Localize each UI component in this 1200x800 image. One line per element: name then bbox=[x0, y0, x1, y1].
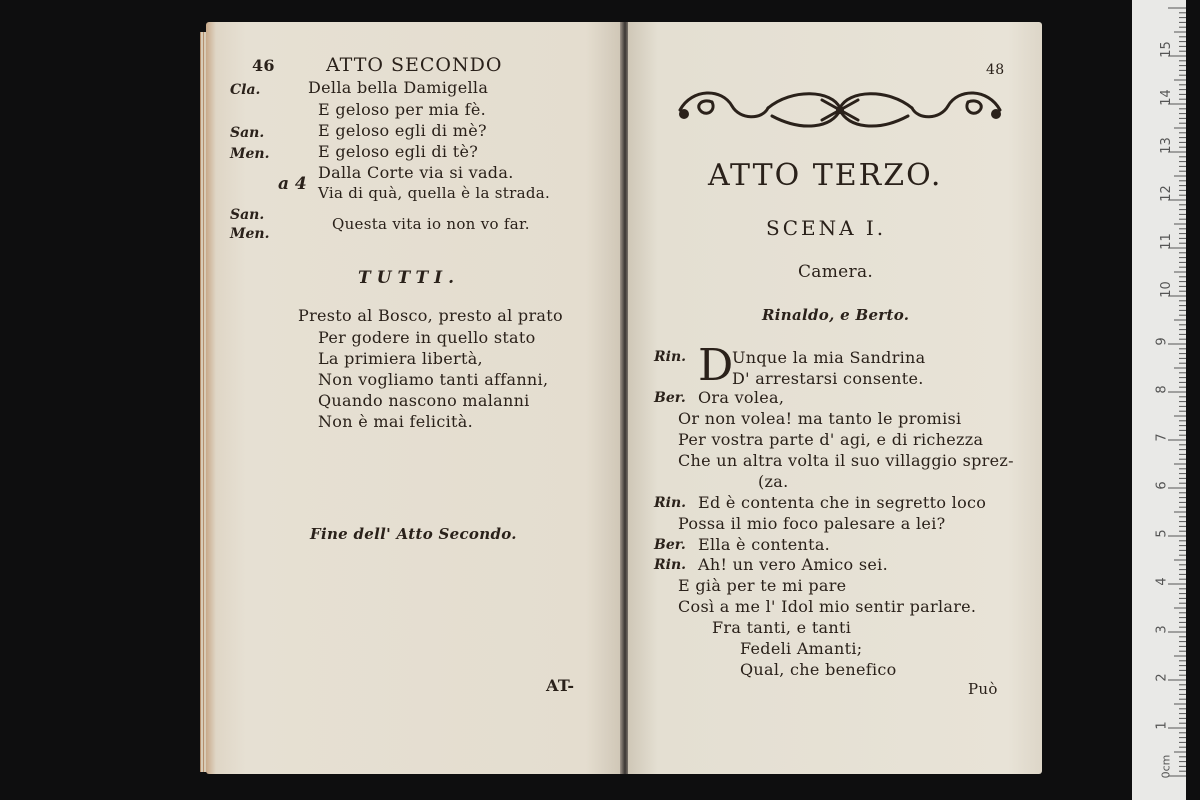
text-line: Per vostra parte d' agi, e di richezza bbox=[678, 430, 984, 449]
text-line: Qual, che benefico bbox=[740, 660, 897, 679]
act-end-note: Fine dell' Atto Secondo. bbox=[310, 525, 517, 543]
ruler-label: 12 bbox=[1158, 185, 1174, 202]
text-line: Che un altra volta il suo villaggio sprez- bbox=[678, 451, 1014, 470]
ruler-label: 10 bbox=[1158, 281, 1174, 298]
speaker-label: Rin. bbox=[654, 557, 687, 573]
verse-line: Quando nascono malanni bbox=[318, 391, 530, 410]
ruler-label: 5 bbox=[1154, 529, 1170, 538]
speaker-label: San. bbox=[230, 125, 265, 141]
scene-characters: Rinaldo, e Berto. bbox=[762, 306, 910, 324]
text-line: Della bella Damigella bbox=[308, 78, 489, 97]
text-line: Ora volea, bbox=[698, 388, 785, 407]
ruler-label: 6 bbox=[1154, 481, 1170, 490]
open-book bbox=[196, 22, 1048, 778]
drop-cap: D bbox=[698, 340, 734, 391]
scene-title: SCENA I. bbox=[766, 216, 887, 240]
measurement-ruler bbox=[1132, 0, 1186, 800]
text-line: (za. bbox=[758, 472, 789, 491]
text-line: Ella è contenta. bbox=[698, 535, 831, 554]
verse-line: Presto al Bosco, presto al prato bbox=[298, 306, 563, 325]
ruler-label: 13 bbox=[1158, 137, 1174, 154]
ruler-label: 8 bbox=[1154, 385, 1170, 394]
verse-line: La primiera libertà, bbox=[318, 349, 483, 368]
speaker-label: Men. bbox=[230, 226, 270, 242]
text-line: Via di quà, quella è la strada. bbox=[318, 184, 551, 202]
ruler-label: 14 bbox=[1158, 89, 1174, 106]
speaker-label: San. bbox=[230, 207, 265, 223]
catchword: AT- bbox=[546, 676, 575, 695]
text-line: Questa vita io non vo far. bbox=[332, 215, 530, 233]
ruler-label: 2 bbox=[1154, 673, 1170, 682]
text-line: Fedeli Amanti; bbox=[740, 639, 863, 658]
left-page-number: 46 bbox=[252, 56, 275, 75]
act-title: ATTO TERZO. bbox=[708, 158, 943, 193]
ruler-label: 3 bbox=[1154, 625, 1170, 634]
text-line: D' arrestarsi consente. bbox=[732, 369, 924, 388]
verse-line: Non è mai felicità. bbox=[318, 412, 473, 431]
verse-line: Non vogliamo tanti affanni, bbox=[318, 370, 549, 389]
text-line: E geloso per mia fè. bbox=[318, 100, 486, 119]
ruler-label: 1 bbox=[1154, 721, 1170, 730]
ruler-label: 9 bbox=[1154, 337, 1170, 346]
text-line: Unque la mia Sandrina bbox=[732, 348, 926, 367]
ornament-headpiece-icon bbox=[672, 80, 1008, 136]
verse-line: Per godere in quello stato bbox=[318, 328, 536, 347]
speaker-label: Ber. bbox=[654, 537, 686, 553]
left-running-head: ATTO SECONDO bbox=[326, 54, 503, 76]
text-line: Or non volea! ma tanto le promisi bbox=[678, 409, 962, 428]
ruler-label: 7 bbox=[1154, 433, 1170, 442]
right-page bbox=[628, 22, 1042, 774]
speaker-label: Men. bbox=[230, 146, 270, 162]
catchword: Può bbox=[968, 680, 998, 698]
text-line: E già per te mi pare bbox=[678, 576, 847, 595]
text-line: Dalla Corte via si vada. bbox=[318, 163, 514, 182]
section-heading: TUTTI. bbox=[358, 268, 461, 288]
right-page-number: 48 bbox=[986, 62, 1005, 78]
left-page bbox=[206, 22, 622, 774]
ensemble-label: a 4 bbox=[278, 174, 307, 194]
speaker-label: Ber. bbox=[654, 390, 686, 406]
speaker-label: Rin. bbox=[654, 495, 687, 511]
text-line: Fra tanti, e tanti bbox=[712, 618, 852, 637]
ruler-label: 11 bbox=[1158, 233, 1174, 250]
scene-setting: Camera. bbox=[798, 262, 874, 282]
ruler-unit-label: 0cm bbox=[1159, 754, 1173, 779]
speaker-label: Rin. bbox=[654, 349, 687, 365]
text-line: E geloso egli di mè? bbox=[318, 121, 487, 140]
text-line: Così a me l' Idol mio sentir parlare. bbox=[678, 597, 977, 616]
text-line: Possa il mio foco palesare a lei? bbox=[678, 514, 946, 533]
text-line: Ed è contenta che in segretto loco bbox=[698, 493, 987, 512]
text-line: E geloso egli di tè? bbox=[318, 142, 479, 161]
speaker-label: Cla. bbox=[230, 82, 261, 98]
ruler-label: 15 bbox=[1158, 41, 1174, 58]
text-line: Ah! un vero Amico sei. bbox=[698, 555, 888, 574]
ruler-label: 4 bbox=[1154, 577, 1170, 586]
